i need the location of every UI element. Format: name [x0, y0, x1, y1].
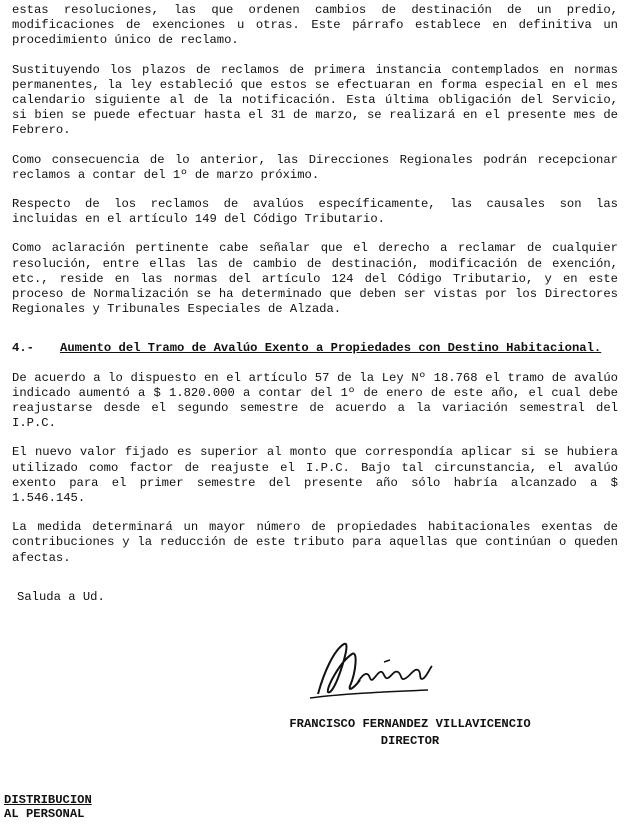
distribution-line: AL PERSONAL [4, 807, 85, 821]
document-page [12, 3, 618, 605]
closing-salutation: Saluda a Ud. [17, 589, 105, 604]
section-paragraph-2: El nuevo valor fijado es superior al monto que correspondía aplicar si se hubiera utilizado como factor de reajuste el I.P.C. Bajo tal circunstancia, el avalúo exento para el primer semestre del presente año sólo habría alcanzado a $ 1.546.145. [12, 445, 618, 506]
section-paragraph-1: De acuerdo a lo dispuesto en el artículo 57 de la Ley Nº 18.768 el tramo de avalúo indicado aumentó a $ 1.820.000 a contar del 1º de enero de este año, el cual debe reajustarse desde el segundo semestre de acuerdo a la variación semestral del I.P.C. [12, 370, 618, 431]
distribution-heading: DISTRIBUCION [4, 793, 92, 807]
paragraph-3: Como consecuencia de lo anterior, las Direcciones Regionales podrán recepcionar reclamos a contar del 1º de marzo próximo. [12, 152, 618, 182]
section-title: Aumento del Tramo de Avalúo Exento a Propiedades con Destino Habitacional. [60, 341, 602, 356]
signer-title: DIRECTOR [380, 734, 440, 748]
handwritten-signature [300, 632, 440, 704]
section-number: 4.- [12, 341, 34, 356]
paragraph-5: Como aclaración pertinente cabe señalar que el derecho a reclamar de cualquier resolución, entre ellas las de cambio de destinación, modificación de exención, etc., reside en las normas del artículo 124 del Código Tributario, y en este proceso de Normalización se ha determinado que deben ser vistas por los Directores Regionales y Tribunales Especiales de Alzada. [12, 241, 618, 317]
section-heading [12, 341, 618, 356]
paragraph-4: Respecto de los reclamos de avalúos específicamente, las causales son las incluidas en el artículo 149 del Código Tributario. [12, 197, 618, 227]
section-paragraph-3: La medida determinará un mayor número de propiedades habitacionales exentas de contribuciones y la reducción de este tributo para aquellas que continúan o queden afectas. [12, 520, 618, 565]
signer-name: FRANCISCO FERNANDEZ VILLAVICENCIO [289, 717, 531, 731]
signature-block [250, 716, 570, 750]
distribution-block [4, 793, 92, 821]
paragraph-1: estas resoluciones, las que ordenen cambios de destinación de un predio, modificaciones de exenciones u otras. Este párrafo establece en definitiva un procedimiento único de reclamo. [12, 3, 618, 48]
paragraph-2: Sustituyendo los plazos de reclamos de primera instancia contemplados en normas permanentes, la ley estableció que estos se efectuaran en forma especial en el mes calendario siguiente al de la notificación. Esta última obligación del Servicio, si bien se puede efectuar hasta el 31 de marzo, se realizará en el presente mes de Febrero. [12, 62, 618, 138]
